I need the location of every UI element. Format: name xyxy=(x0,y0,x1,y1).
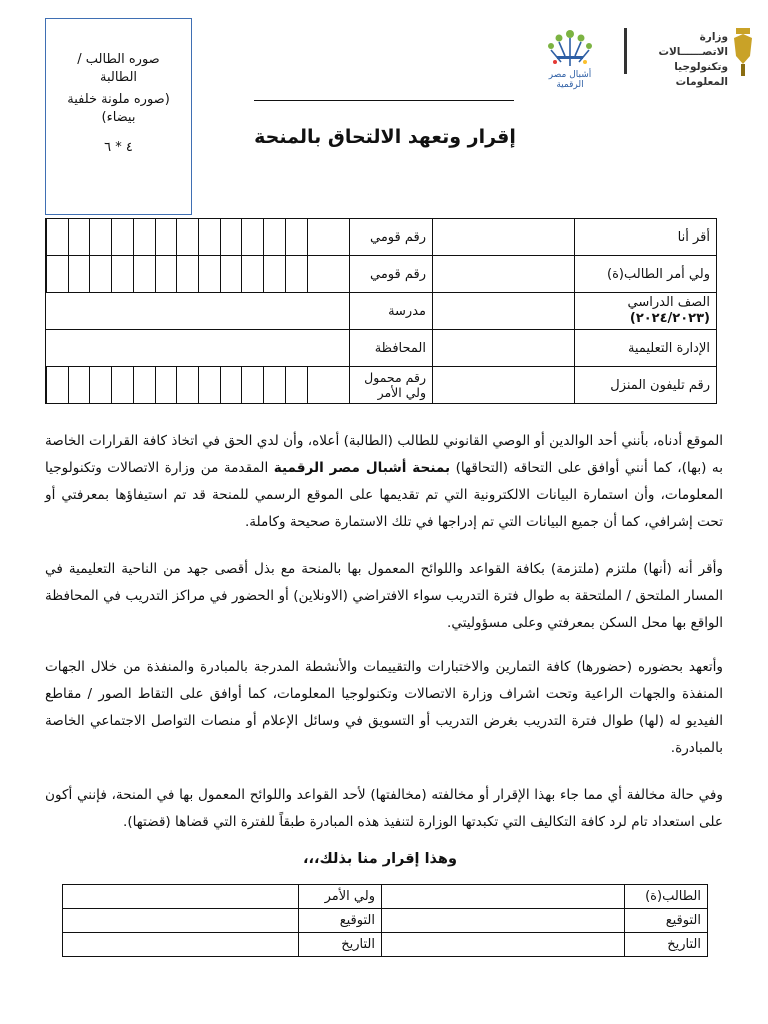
photo-label-line1: صوره الطالب / xyxy=(77,52,160,67)
name-field-guardian[interactable] xyxy=(433,256,575,293)
field-label-national-id: رقم قومي xyxy=(350,256,433,293)
ashbal-tree-icon xyxy=(535,26,605,70)
declaration-paragraph-4: وفي حالة مخالفة أي مما جاء بهذا الإقرار أو مخالفته (مخالفتها) لأحد القواعد واللوائح المعمول بها في المنحة، فإنني أكون على استعداد تام لرد كافة التكاليف التي تكبدتها الوزارة لتنفيذ هذه المبادرة طبقاً للفترة التي قضاها (قضتها). xyxy=(45,787,723,830)
guardian-national-id-digit-grid[interactable] xyxy=(46,256,350,293)
school-field[interactable] xyxy=(46,293,350,330)
field-label-guardian-mobile: رقم محمول ولي الأمر xyxy=(350,367,433,404)
photo-placeholder-box xyxy=(45,18,192,215)
ministry-logo-divider xyxy=(624,28,627,74)
page-title: إقرار وتعهد الالتحاق بالمنحة xyxy=(254,126,516,148)
photo-label-line2: (صوره ملونة خلفية xyxy=(67,92,170,107)
signature-table xyxy=(62,884,708,957)
grade-field[interactable] xyxy=(433,293,575,330)
table-row xyxy=(46,367,717,404)
field-label-i-acknowledge: أقر أنا xyxy=(575,219,717,256)
guardian-signature-field[interactable] xyxy=(63,909,299,933)
student-signature-field[interactable] xyxy=(382,909,625,933)
field-label-guardian: ولي أمر الطالب(ة) xyxy=(575,256,717,293)
table-row xyxy=(63,909,708,933)
sig-label-guardian-signature: التوقيع xyxy=(299,909,382,933)
national-id-digit-grid[interactable] xyxy=(46,219,350,256)
sig-label-student-date: التاريخ xyxy=(625,933,708,957)
student-name-field[interactable] xyxy=(382,885,625,909)
guardian-mobile-digit-grid[interactable] xyxy=(46,367,350,404)
sig-label-guardian-date: التاريخ xyxy=(299,933,382,957)
academic-year-label: (٢٠٢٤/٢٠٢٣) xyxy=(629,311,710,326)
table-row xyxy=(63,933,708,957)
ministry-logo xyxy=(612,16,762,86)
photo-label-line2b: بيضاء) xyxy=(101,110,136,125)
student-info-table xyxy=(45,218,717,404)
ministry-logo-text-line1: وزارة الاتصــــــالات xyxy=(658,31,728,58)
paragraph-1-part-a: الموقع أدناه، بأنني أحد الوالدين أو الوصي القانوني للطالب (الطالبة) أعلاه، وأن لدي الحق في اتخاذ كافة القرارات الخاصة به (بها)، كما أنني أوافق على التحاقه (التحاقها) xyxy=(45,433,723,476)
ashbal-misr-logo xyxy=(535,26,605,90)
table-row xyxy=(46,219,717,256)
eagle-emblem-icon xyxy=(732,26,754,78)
declaration-paragraph-1 xyxy=(45,428,723,536)
field-label-national-id: رقم قومي xyxy=(350,219,433,256)
closing-statement: وهذا إقرار منا بذلك،،، xyxy=(303,851,457,867)
guardian-name-field[interactable] xyxy=(63,885,299,909)
declaration-paragraph-3: وأتعهد بحضوره (حضورها) كافة التمارين والاختبارات والتقييمات والأنشطة المدرجة بالمبادرة والمنفذة من خلال الجهات المنفذة والجهات الراعية وتحت اشراف وزارة الاتصالات وتكنولوجيا المعلومات، كما أوافق على التقاط الصور / مقاطع الفيديو له (لها) طوال فترة التدريب بغرض التدريب أو التسويق في وسائل الإعلام أو منصات التواصل الاجتماعي الخاصة بالمبادرة. xyxy=(45,659,723,756)
grade-label: الصف الدراسي xyxy=(627,295,710,310)
guardian-date-field[interactable] xyxy=(63,933,299,957)
photo-label-line1b: الطالبة xyxy=(99,70,138,85)
field-label-home-phone: رقم تليفون المنزل xyxy=(575,367,717,404)
table-row xyxy=(46,330,717,367)
field-label-school: مدرسة xyxy=(350,293,433,330)
sig-label-student: الطالب(ة) xyxy=(625,885,708,909)
student-date-field[interactable] xyxy=(382,933,625,957)
field-label-grade xyxy=(575,293,717,330)
sig-label-guardian: ولي الأمر xyxy=(299,885,382,909)
declaration-paragraph-2: وأقر أنه (أنها) ملتزم (ملتزمة) بكافة القواعد واللوائح المعمول بها بالمنحة مع بذل أقصى جهد من الناحية التعليمية في المسار الملتحق / الملتحقة به طوال فترة التدريب سواء الافتراضي (الاونلاين) أو الحضور في مراكز التدريب في المحافظة الواقع بها محل السكن بمعرفتي وعلى مسؤوليتي. xyxy=(45,561,723,631)
home-phone-field[interactable] xyxy=(433,367,575,404)
table-row xyxy=(46,256,717,293)
governorate-field[interactable] xyxy=(46,330,350,367)
education-directorate-field[interactable] xyxy=(433,330,575,367)
ashbal-logo-caption: أشبال مصر الرقمية xyxy=(548,70,592,90)
paragraph-1-part-b: المقدمة من وزارة الاتصالات وتكنولوجيا المعلومات، وأن استمارة البيانات الالكترونية التي تم تقديمها على الموقع الرسمي للمنحة قد تم استيفاؤها بمعرفتي أو تحت إشرافي، كما أن جميع البيانات التي تم إدراجها في تلك الاستمارة صحيحة وكاملة. xyxy=(45,460,723,530)
photo-size-label: ٤ * ٦ xyxy=(104,140,133,155)
name-field-student[interactable] xyxy=(433,219,575,256)
table-row xyxy=(46,293,717,330)
table-row xyxy=(63,885,708,909)
sig-label-student-signature: التوقيع xyxy=(625,909,708,933)
ministry-logo-text-line2: وتكنولوجيا المعلومات xyxy=(674,61,728,88)
title-divider xyxy=(254,100,514,101)
field-label-governorate: المحافظة xyxy=(350,330,433,367)
field-label-education-directorate: الإدارة التعليمية xyxy=(575,330,717,367)
scholarship-name: بمنحة أشبال مصر الرقمية xyxy=(273,460,451,476)
